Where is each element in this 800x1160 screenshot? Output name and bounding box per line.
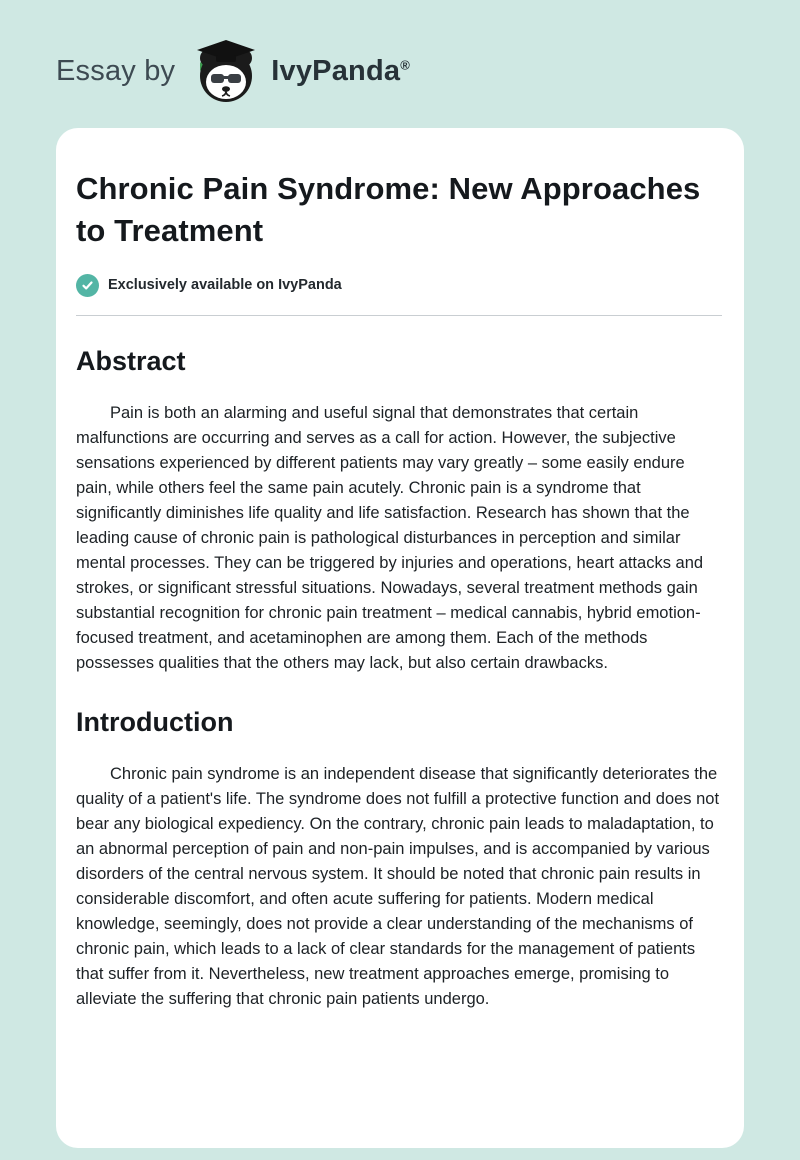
section-heading-introduction: Introduction — [76, 706, 234, 737]
panda-graduate-icon — [189, 38, 261, 104]
page-title: Chronic Pain Syndrome: New Approaches to Treatment — [76, 171, 701, 248]
section-heading-abstract: Abstract — [76, 345, 186, 376]
registered-mark: ® — [400, 56, 410, 72]
section-abstract — [76, 346, 722, 677]
section-introduction — [76, 707, 722, 1013]
divider — [76, 315, 722, 316]
abstract-paragraph: Pain is both an alarming and useful signal that demonstrates that certain malfunctions are occurring and serves as a call for action. However, the subjective sensations experienced by different patients may vary greatly – some easily endure pain, while others feel the same pain acutely. Chronic pain is a syndrome that significantly diminishes life quality and life satisfaction. Research has shown that the leading cause of chronic pain is pathological disturbances in perception and similar mental processes. They can be triggered by injuries and operations, heart attacks and strokes, or significant stressful situations. Nowadays, several treatment methods gain substantial recognition for chronic pain treatment – medical cannabis, hybrid emotion-focused treatment, and acetaminophen are among them. Each of the methods possesses qualities that the others may lack, but also certain drawbacks. — [76, 403, 704, 673]
essay-card — [56, 128, 744, 1148]
site-header — [0, 0, 800, 128]
check-icon — [76, 274, 99, 297]
essay-by-label: Essay by — [56, 54, 176, 87]
ivypanda-logo[interactable] — [189, 38, 410, 104]
availability-badge-label: Exclusively available on IvyPanda — [108, 277, 342, 294]
introduction-paragraph: Chronic pain syndrome is an independent disease that significantly deteriorates the quality of a patient's life. The syndrome does not fulfill a protective function and does not bear any biological expediency. On the contrary, chronic pain leads to maladaptation, to an abnormal perception of pain and non-pain impulses, and is accompanied by various disorders of the central nervous system. It should be noted that chronic pain results in considerable discomfort, and often acute suffering for patients. Modern medical knowledge, seemingly, does not provide a clear understanding of the mechanisms of chronic pain, which leads to a lack of clear standards for the management of patients that suffer from it. Nevertheless, new treatment approaches emerge, promising to alleviate the suffering that chronic pain patients undergo. — [76, 764, 720, 1009]
brand-name: IvyPanda® — [271, 54, 410, 87]
availability-badge — [76, 274, 722, 297]
